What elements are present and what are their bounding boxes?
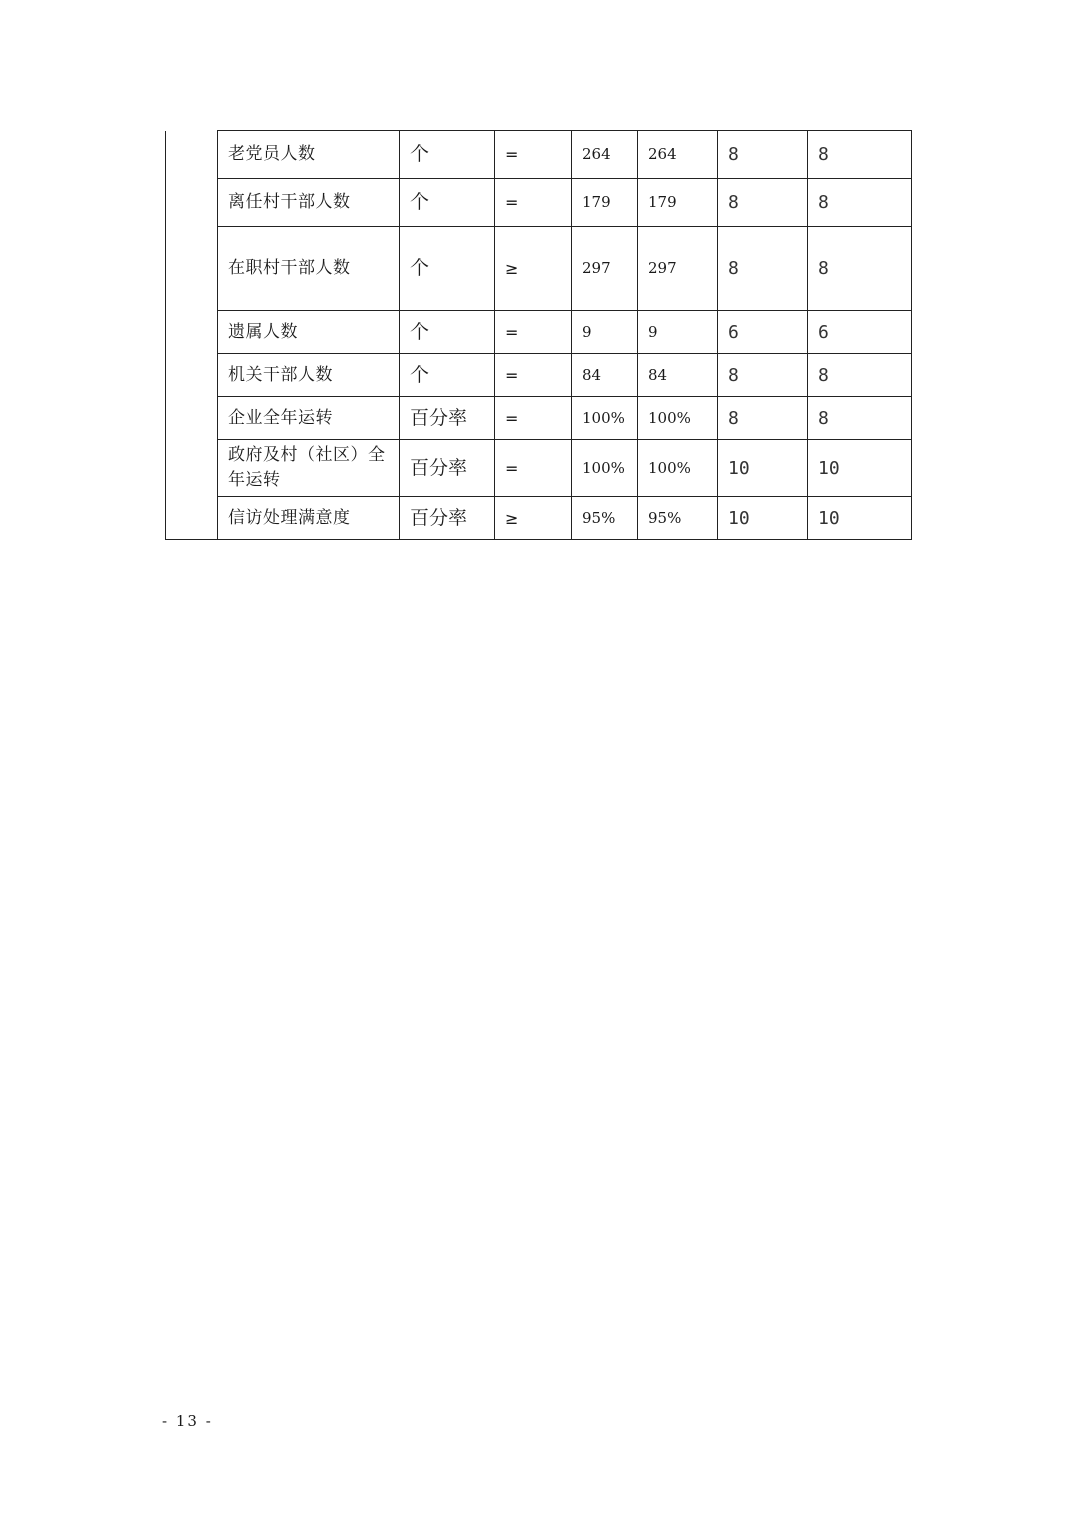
metric-weight: 8	[718, 397, 808, 440]
metric-target-value: 100%	[572, 440, 638, 497]
metric-target-value: 100%	[572, 397, 638, 440]
metric-score: 6	[808, 311, 912, 354]
metric-weight: 8	[718, 227, 808, 311]
metric-name: 企业全年运转	[218, 397, 400, 440]
metric-score: 10	[808, 440, 912, 497]
table-row	[166, 311, 912, 354]
metric-target-value: 84	[572, 354, 638, 397]
metric-operator: ≥	[495, 227, 572, 311]
metric-operator: =	[495, 397, 572, 440]
metric-unit: 百分率	[400, 497, 495, 540]
metric-operator: =	[495, 354, 572, 397]
metric-target-value: 297	[572, 227, 638, 311]
metric-unit: 个	[400, 227, 495, 311]
merged-category-cell	[166, 131, 218, 540]
metric-actual-value: 297	[638, 227, 718, 311]
metric-target-value: 179	[572, 179, 638, 227]
table-row	[166, 131, 912, 179]
metric-unit: 个	[400, 354, 495, 397]
table-row	[166, 440, 912, 497]
table-row	[166, 179, 912, 227]
metric-name: 离任村干部人数	[218, 179, 400, 227]
metric-actual-value: 9	[638, 311, 718, 354]
metric-name: 在职村干部人数	[218, 227, 400, 311]
metric-name: 遗属人数	[218, 311, 400, 354]
table-row	[166, 354, 912, 397]
metric-name: 机关干部人数	[218, 354, 400, 397]
metric-operator: =	[495, 179, 572, 227]
metric-operator: =	[495, 440, 572, 497]
metric-score: 8	[808, 179, 912, 227]
metric-weight: 10	[718, 497, 808, 540]
metric-unit: 个	[400, 311, 495, 354]
metric-weight: 8	[718, 179, 808, 227]
metric-score: 8	[808, 131, 912, 179]
metric-operator: =	[495, 311, 572, 354]
metric-weight: 10	[718, 440, 808, 497]
metric-score: 10	[808, 497, 912, 540]
metric-name: 信访处理满意度	[218, 497, 400, 540]
metric-target-value: 264	[572, 131, 638, 179]
metric-actual-value: 84	[638, 354, 718, 397]
page-number: - 13 -	[162, 1412, 213, 1430]
metric-actual-value: 100%	[638, 440, 718, 497]
metric-actual-value: 95%	[638, 497, 718, 540]
metric-unit: 个	[400, 131, 495, 179]
metric-target-value: 95%	[572, 497, 638, 540]
metric-actual-value: 264	[638, 131, 718, 179]
metric-weight: 8	[718, 354, 808, 397]
metric-actual-value: 100%	[638, 397, 718, 440]
metric-score: 8	[808, 227, 912, 311]
metric-actual-value: 179	[638, 179, 718, 227]
metric-unit: 个	[400, 179, 495, 227]
metric-score: 8	[808, 397, 912, 440]
metric-unit: 百分率	[400, 397, 495, 440]
metric-weight: 6	[718, 311, 808, 354]
indicator-table	[165, 130, 912, 540]
metric-score: 8	[808, 354, 912, 397]
metric-unit: 百分率	[400, 440, 495, 497]
metric-operator: =	[495, 131, 572, 179]
table-row	[166, 397, 912, 440]
metric-operator: ≥	[495, 497, 572, 540]
metric-name: 政府及村（社区）全年运转	[218, 440, 400, 497]
table-row	[166, 497, 912, 540]
metric-weight: 8	[718, 131, 808, 179]
metric-name: 老党员人数	[218, 131, 400, 179]
metric-target-value: 9	[572, 311, 638, 354]
table-row	[166, 227, 912, 311]
